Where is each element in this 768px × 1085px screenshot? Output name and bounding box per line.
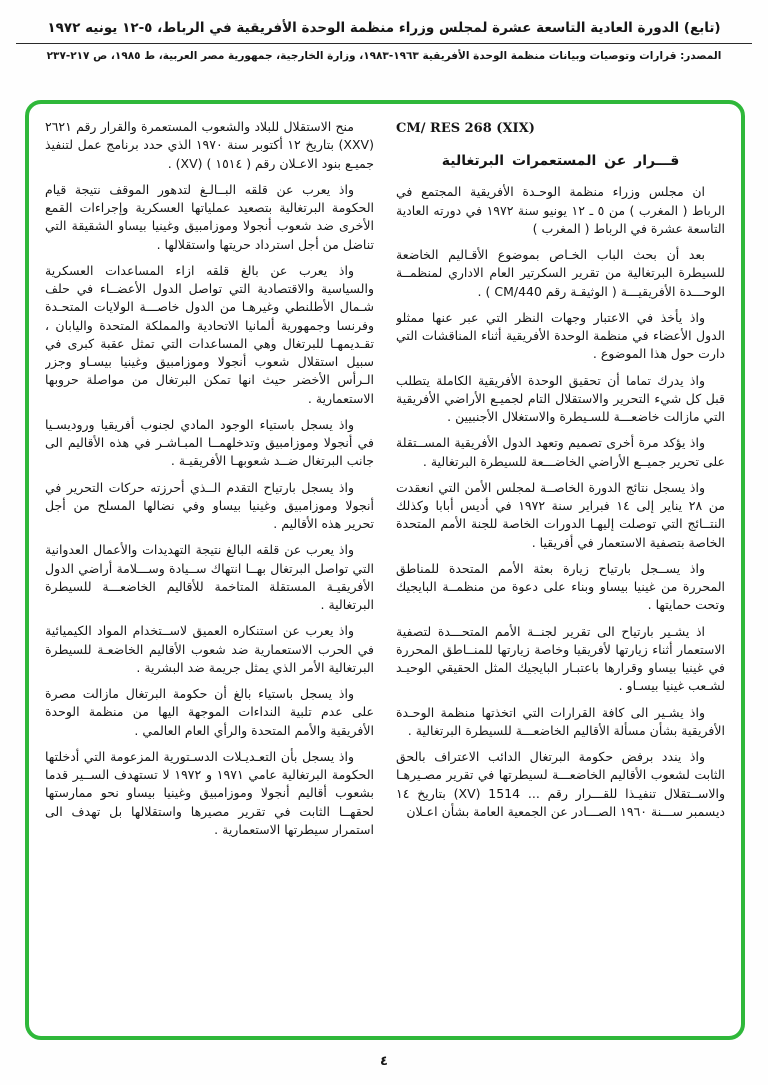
- paragraph: واذ يدرك تماما أن تحقيق الوحدة الأفريقية الكاملة يتطلب قبل كل شيء التحرير والاستقلال التام لجميـع الأراضي الأفريقية التي مازالت خاضعـــة للسـيطرة والاستغلال الأجنبيين .: [396, 372, 725, 425]
- paragraph: واذ يعرب عن بالغ قلقه ازاء المساعدات العسكرية والسياسية والاقتصادية التي تواصل الدول الأعضــاء في حلف شـمال الأطلنطي وغيرهـا من الدول خاصـــة الولايات المتحـدة وفرنسا وجمهورية ألمانيا الاتحادية والمملكة المتحدة واليابان ، تقـديمهـا للبرتغال وهي المساعدات التي تمثل عقبة كبرى في سبيل استقلال شعوب أنجولا وموزامبيق وغينيا بيسـاو وجزر الـرأس الأخضر حيث انها تمكن البرتغال من مواصلة حروبها الاستعمارية .: [45, 262, 374, 406]
- paragraph: واذ يعرب عن قلقه البالغ نتيجة التهديدات والأعمال العدوانية التي تواصل البرتغال بهــا انتهاك ســيادة وســـلامة أراضي الدول الأفريقيـة المستقلة المتاخمة للأقاليم الخاضعـــة للسيطرة البرتغالية .: [45, 542, 374, 612]
- paragraph: واذ يسجل نتائج الدورة الخاصــة لمجلس الأمن التي انعقدت من ٢٨ يناير إلى ١٤ فبراير سنة ١٩٧٢ في أديس أبابا وكذلك النتــائج التي توصلت إليهـا الدورات الخاصة للجنة الأمم المتحدة الخاصة بتصفية الاستعمار في أفريقيا .: [396, 479, 725, 550]
- paragraph: واذ يسجل باستياء بالغ أن حكومة البرتغال مازالت مصرة على عدم تلبية النداءات الموجهة اليها من منظمة الوحدة الأفريقية والأمم المتحدة والرأي العام العالمي .: [45, 686, 374, 738]
- paragraph: اذ يشـير بارتياح الى تقرير لجنــة الأمم المتحـــدة لتصفية الاستعمار أثناء زيارتها لأفريقيا وخاصة زيارتها للمنــاطق المحررة في غينيا بيساو وقرارها باعتبـار البايجيك المثل الحقيقي الوحيـد لشـعب غينيا بيسـاو .: [396, 623, 725, 694]
- paragraph: واذ يسجل بأن التعـديـلات الدسـتورية المزعومة التي أدخلتها الحكومة البرتغالية عامي ١٩٧١ و ١٩٧٢ لا تستهدف الســير قدما بشعوب أقاليم أنجولا وموزامبيق وغينيا بيساو نحو ممارستها لحقهــا الثابت في تقرير مصيرها واستقلالها بل تهدف الى استمرار سيطرتها الاستعمارية .: [45, 748, 374, 837]
- paragraph: واذ يعرب عن قلقه البــالـغ لتدهور الموقف نتيجة قيام الحكومة البرتغالية بتصعيد عملياتها العسكرية وإجراءات القمع الأخرى ضد شعوب أنجولا وموزامبيق وغينيا بيساو الشقيقة التي تناضل من أجل استرداد حريتها واستقلالها .: [45, 181, 374, 252]
- paragraph: واذ يأخذ في الاعتبار وجهات النظر التي عبر عنها ممثلو الدول الأعضاء في منظمة الوحدة الأفريقية أثناء المناقشات التي دارت حول هذا الموضوع .: [396, 309, 725, 362]
- header-title: (تابع) الدورة العادية التاسعة عشرة لمجلس وزراء منظمة الوحدة الأفريقية في الرباط، ٥-١٢ يونيه ١٩٧٢: [47, 20, 721, 36]
- paragraph: واذ يسجل باستياء الوجود المادي لجنوب أفريقيا وروديسـيا في أنجولا وموزامبيق وتدخلهمــا المبـاشـر في هذه الأقاليم الى جانب البرتغال ضــد شعوبهـا الأفريقيـة .: [45, 416, 374, 469]
- content-frame: [25, 100, 745, 1040]
- resolution-id: CM/ RES 268 (XIX): [396, 121, 535, 136]
- paragraph: واذ يشـير الى كافة القرارات التي اتخذتها منظمة الوحـدة الأفريقية بشأن مسألة الأقاليم الخاضعـــة للسيطرة البرتغالية .: [396, 704, 725, 738]
- paragraph: بعد أن بحث الباب الخـاص بموضوع الأقـاليم الخاضعة للسيطرة البرتغالية من تقرير السكرتير العام الاداري لمنظمــة الوحـــدة الأفريقيـــة ( الوثيقـة رقم CM/440 ) .: [396, 247, 725, 299]
- header-divider: [16, 43, 752, 44]
- paragraph: واذ يسجل بارتياح التقدم الــذي أحرزته حركات التحرير في أنجولا وموزامبيق وغينيا بيساو وفي نضالها المسلح من أجل تحرير هذه الأقاليم .: [45, 479, 374, 531]
- page-number: ٤: [380, 1054, 388, 1069]
- paragraph: واذ يســجل بارتياح زيارة بعثة الأمم المتحدة للمناطق المحررة من غينيا بيساو وبناء على دعوة من منظمــة البايجيك وتحت حمايتها .: [396, 560, 725, 613]
- paragraph: واذ يندد برفض حكومة البرتغال الدائب الاعتراف بالحق الثابت لشعوب الأقاليم الخاضعـــة لسيطرتها في تقرير مصـيرهـا والاســتقلال تنفيـذا للقـــرار رقم ... 1514 (XV) بتاريخ ١٤ ديسمبر ســـنة ١٩٦٠ الصـــادر عن الجمعية العامة بشأن اعـلان: [396, 749, 725, 819]
- paragraph: واذ يؤكد مرة أخرى تصميم وتعهد الدول الأفريقية المســتقلة على تحرير جميــع الأراضي الخاضـــعة للسيطرة البرتغالية .: [396, 435, 725, 469]
- paragraph: ان مجلس وزراء منظمة الوحـدة الأفريقية المجتمع في الرباط ( المغرب ) من ٥ ـ ١٢ يونيو سنة ١٩٧٢ في دورته العادية التاسعة عشرة في الرباط ( المغرب ): [396, 184, 725, 236]
- page-header: [0, 0, 768, 62]
- paragraph: واذ يعرب عن استنكاره العميق لاســتخدام المواد الكيميائية في الحرب الاستعمارية ضد شعوب الأقاليم الخاضعـة للسيطرة البرتغالية الأمر الذي يمثل جريمة ضد البشرية .: [45, 623, 374, 675]
- resolution-title: قـــرار عن المستعمرات البرتغالية: [441, 152, 680, 169]
- paragraph: منح الاستقلال للبلاد والشعوب المستعمرة والقرار رقم ٢٦٢١ (XXV) بتاريخ ١٢ أكتوبر سنة ١٩٧٠ الذي حدد برنامج عمل لتنفيذ جميـع بنود الاعـلان رقم ( ١٥١٤ ) (XV) .: [45, 119, 374, 171]
- header-source: المصدر: قرارات وتوصيات وبيانات منظمة الوحدة الأفريقية ١٩٦٣-١٩٨٣، وزارة الخارجية، جمهورية مصر العربية، ط ١٩٨٥، ص ٢١٧-٢٣٧: [46, 50, 722, 62]
- column-left: [45, 118, 374, 1022]
- column-right: [396, 118, 725, 1022]
